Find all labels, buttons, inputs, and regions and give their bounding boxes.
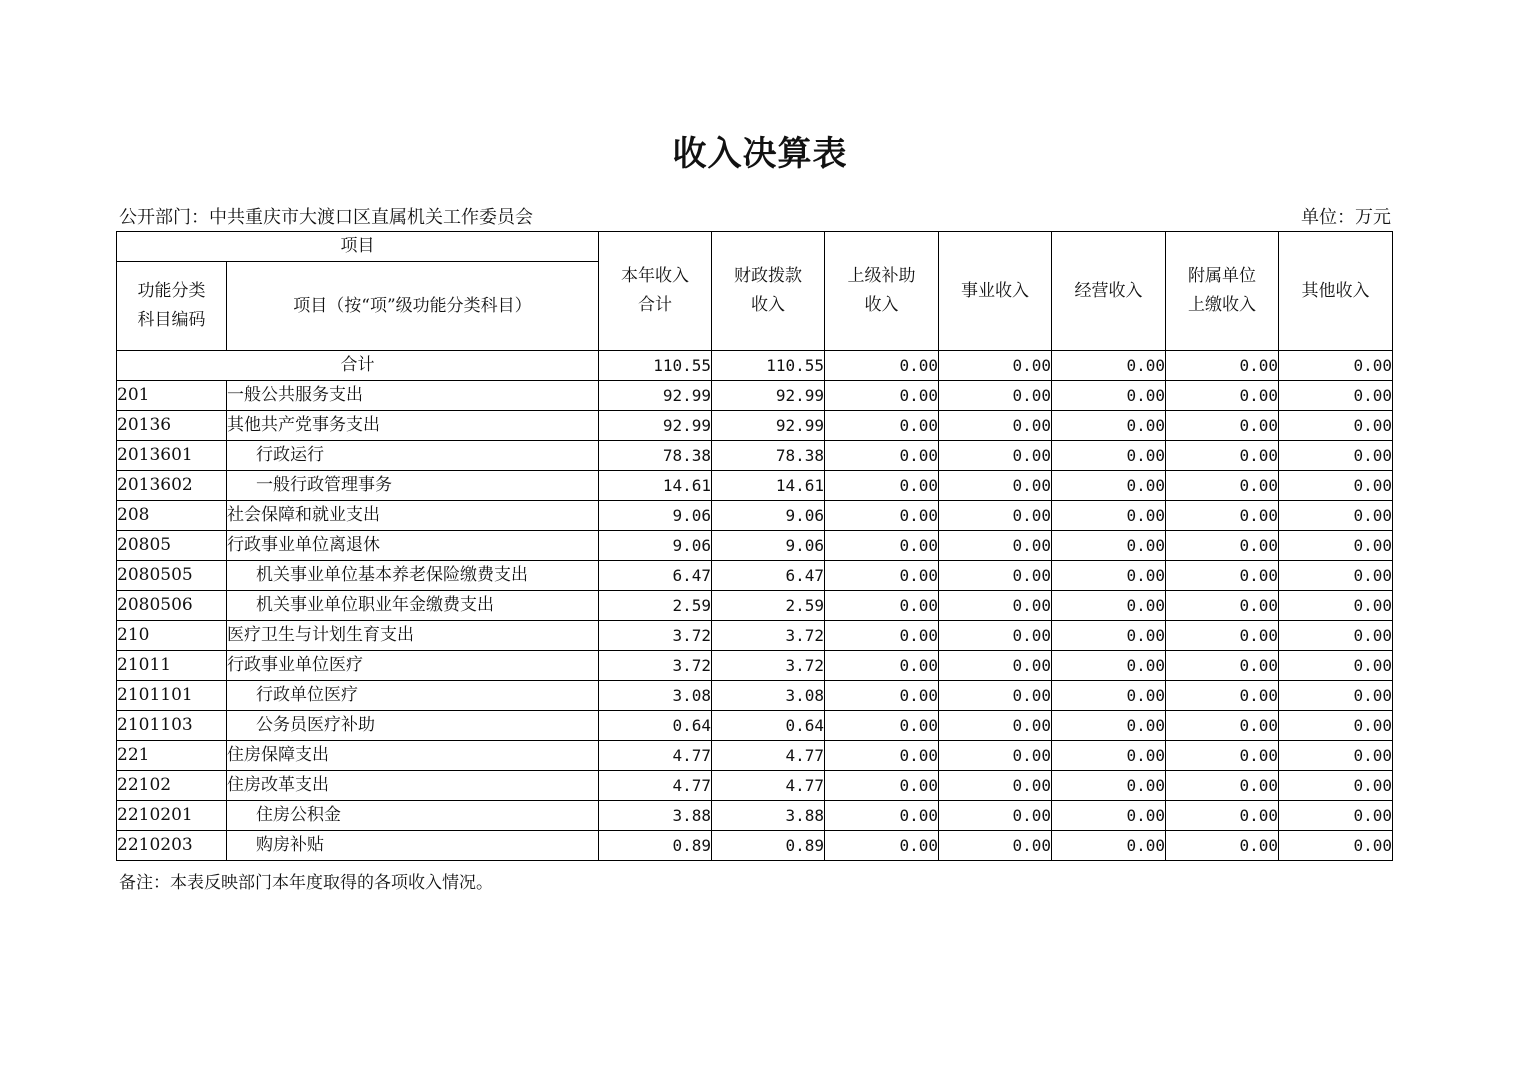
row-value: 3.88 (599, 801, 712, 831)
row-value: 3.72 (712, 621, 825, 651)
row-value: 0.00 (1166, 381, 1279, 411)
total-value: 0.00 (825, 351, 939, 381)
row-value: 0.00 (939, 411, 1052, 441)
row-value: 0.00 (825, 681, 939, 711)
total-row (117, 351, 1393, 381)
row-value: 0.00 (1052, 681, 1166, 711)
row-name: 行政单位医疗 (227, 681, 599, 711)
table-row (117, 651, 1393, 681)
row-name: 其他共产党事务支出 (227, 411, 599, 441)
row-value: 9.06 (712, 531, 825, 561)
row-value: 6.47 (712, 561, 825, 591)
row-value: 3.88 (712, 801, 825, 831)
row-value: 0.00 (825, 831, 939, 861)
total-value: 0.00 (1279, 351, 1393, 381)
row-code: 22102 (117, 771, 227, 801)
row-value: 0.00 (939, 381, 1052, 411)
row-name: 住房改革支出 (227, 771, 599, 801)
row-code: 2013602 (117, 471, 227, 501)
row-value: 0.00 (939, 831, 1052, 861)
total-label: 合计 (117, 351, 599, 381)
table-row (117, 441, 1393, 471)
row-value: 0.00 (1279, 801, 1393, 831)
row-code: 221 (117, 741, 227, 771)
row-value: 0.89 (599, 831, 712, 861)
row-value: 0.00 (1279, 771, 1393, 801)
row-value: 0.00 (1279, 591, 1393, 621)
row-value: 0.00 (1052, 381, 1166, 411)
row-value: 0.00 (1052, 831, 1166, 861)
row-value: 0.00 (1279, 531, 1393, 561)
row-value: 0.89 (712, 831, 825, 861)
row-value: 78.38 (599, 441, 712, 471)
row-value: 3.08 (712, 681, 825, 711)
row-value: 0.00 (1279, 651, 1393, 681)
row-value: 0.00 (1279, 621, 1393, 651)
row-value: 9.06 (712, 501, 825, 531)
row-name: 社会保障和就业支出 (227, 501, 599, 531)
row-value: 2.59 (712, 591, 825, 621)
unit-label: 单位：万元 (1301, 207, 1391, 228)
row-value: 0.00 (939, 471, 1052, 501)
row-value: 0.64 (599, 711, 712, 741)
row-value: 2.59 (599, 591, 712, 621)
row-value: 14.61 (599, 471, 712, 501)
row-value: 92.99 (599, 381, 712, 411)
row-value: 0.00 (939, 711, 1052, 741)
row-name: 购房补贴 (227, 831, 599, 861)
row-value: 0.00 (1279, 411, 1393, 441)
row-value: 0.00 (825, 411, 939, 441)
row-value: 0.00 (1279, 381, 1393, 411)
row-name: 公务员医疗补助 (227, 711, 599, 741)
table-row (117, 561, 1393, 591)
row-code: 20805 (117, 531, 227, 561)
row-value: 0.00 (825, 381, 939, 411)
header-code: 功能分类科目编码 (117, 262, 227, 351)
row-value: 0.00 (1279, 681, 1393, 711)
table-row (117, 621, 1393, 651)
row-code: 2101103 (117, 711, 227, 741)
total-value: 0.00 (939, 351, 1052, 381)
row-name: 行政事业单位医疗 (227, 651, 599, 681)
row-value: 0.00 (1052, 771, 1166, 801)
row-value: 0.00 (1166, 561, 1279, 591)
row-code: 2101101 (117, 681, 227, 711)
header-group: 项目 (117, 232, 599, 262)
total-value: 0.00 (1052, 351, 1166, 381)
row-value: 0.00 (1279, 441, 1393, 471)
table-row (117, 591, 1393, 621)
row-value: 0.00 (825, 741, 939, 771)
row-value: 4.77 (712, 741, 825, 771)
table-row (117, 801, 1393, 831)
department-label: 公开部门：中共重庆市大渡口区直属机关工作委员会 (119, 207, 533, 228)
table-row (117, 741, 1393, 771)
row-value: 0.00 (1279, 501, 1393, 531)
table-row (117, 471, 1393, 501)
row-code: 2080506 (117, 591, 227, 621)
table-row (117, 771, 1393, 801)
row-value: 0.00 (1279, 711, 1393, 741)
row-value: 0.00 (1052, 471, 1166, 501)
row-value: 0.00 (1166, 621, 1279, 651)
row-value: 0.00 (939, 501, 1052, 531)
table-row (117, 501, 1393, 531)
table-row (117, 711, 1393, 741)
row-value: 0.00 (1166, 711, 1279, 741)
row-value: 0.00 (1052, 501, 1166, 531)
row-value: 0.00 (1166, 591, 1279, 621)
row-value: 0.00 (825, 651, 939, 681)
table-row (117, 411, 1393, 441)
row-code: 2080505 (117, 561, 227, 591)
row-value: 0.00 (1052, 531, 1166, 561)
row-value: 3.72 (599, 651, 712, 681)
row-value: 14.61 (712, 471, 825, 501)
row-value: 92.99 (712, 411, 825, 441)
row-value: 0.00 (825, 621, 939, 651)
row-name: 一般行政管理事务 (227, 471, 599, 501)
row-value: 9.06 (599, 531, 712, 561)
row-value: 0.00 (1052, 561, 1166, 591)
row-value: 0.00 (939, 441, 1052, 471)
row-code: 208 (117, 501, 227, 531)
row-value: 0.00 (1166, 681, 1279, 711)
total-value: 0.00 (1166, 351, 1279, 381)
row-value: 0.00 (1052, 411, 1166, 441)
row-value: 0.00 (825, 441, 939, 471)
row-value: 0.00 (825, 531, 939, 561)
table-row (117, 381, 1393, 411)
row-code: 210 (117, 621, 227, 651)
header-col-other: 其他收入 (1279, 232, 1393, 351)
header-col-affiliated: 附属单位上缴收入 (1166, 232, 1279, 351)
row-value: 0.00 (1166, 411, 1279, 441)
row-value: 0.00 (1166, 801, 1279, 831)
row-value: 0.00 (1052, 441, 1166, 471)
header-col-superior: 上级补助收入 (825, 232, 939, 351)
total-value: 110.55 (599, 351, 712, 381)
row-value: 92.99 (599, 411, 712, 441)
row-value: 0.00 (1166, 531, 1279, 561)
row-value: 0.00 (1052, 621, 1166, 651)
row-code: 20136 (117, 411, 227, 441)
row-value: 3.08 (599, 681, 712, 711)
row-value: 92.99 (712, 381, 825, 411)
row-value: 0.00 (939, 591, 1052, 621)
header-name: 项目（按“项”级功能分类科目） (227, 262, 599, 351)
row-code: 21011 (117, 651, 227, 681)
table-row (117, 531, 1393, 561)
row-value: 0.00 (1052, 741, 1166, 771)
row-value: 6.47 (599, 561, 712, 591)
row-value: 0.00 (1279, 741, 1393, 771)
row-name: 行政事业单位离退休 (227, 531, 599, 561)
row-value: 0.00 (1166, 651, 1279, 681)
page-title: 收入决算表 (672, 134, 848, 174)
row-value: 0.64 (712, 711, 825, 741)
row-value: 4.77 (712, 771, 825, 801)
row-value: 4.77 (599, 741, 712, 771)
total-value: 110.55 (712, 351, 825, 381)
row-value: 3.72 (712, 651, 825, 681)
header-col-total: 本年收入合计 (599, 232, 712, 351)
row-value: 0.00 (825, 591, 939, 621)
row-value: 0.00 (939, 651, 1052, 681)
table-row (117, 831, 1393, 861)
row-value: 0.00 (1052, 591, 1166, 621)
row-value: 0.00 (1052, 651, 1166, 681)
row-value: 9.06 (599, 501, 712, 531)
row-value: 0.00 (1052, 801, 1166, 831)
footnote: 备注：本表反映部门本年度取得的各项收入情况。 (119, 873, 493, 893)
row-code: 2013601 (117, 441, 227, 471)
row-value: 0.00 (939, 531, 1052, 561)
row-value: 0.00 (825, 711, 939, 741)
header-col-business: 事业收入 (939, 232, 1052, 351)
income-table (116, 231, 1393, 861)
row-value: 0.00 (1279, 471, 1393, 501)
header-col-fiscal: 财政拨款收入 (712, 232, 825, 351)
row-name: 机关事业单位职业年金缴费支出 (227, 591, 599, 621)
row-value: 0.00 (939, 681, 1052, 711)
row-value: 0.00 (1052, 711, 1166, 741)
row-name: 一般公共服务支出 (227, 381, 599, 411)
row-value: 0.00 (939, 741, 1052, 771)
row-name: 住房保障支出 (227, 741, 599, 771)
row-value: 0.00 (1279, 561, 1393, 591)
header-col-operating: 经营收入 (1052, 232, 1166, 351)
row-value: 0.00 (939, 561, 1052, 591)
row-value: 0.00 (1166, 741, 1279, 771)
row-value: 0.00 (939, 621, 1052, 651)
row-name: 行政运行 (227, 441, 599, 471)
row-value: 0.00 (1166, 501, 1279, 531)
row-name: 住房公积金 (227, 801, 599, 831)
row-value: 0.00 (1166, 441, 1279, 471)
row-value: 0.00 (825, 771, 939, 801)
row-value: 0.00 (825, 471, 939, 501)
row-value: 78.38 (712, 441, 825, 471)
row-code: 2210201 (117, 801, 227, 831)
row-value: 0.00 (1166, 771, 1279, 801)
row-value: 0.00 (825, 801, 939, 831)
row-value: 0.00 (939, 771, 1052, 801)
row-name: 机关事业单位基本养老保险缴费支出 (227, 561, 599, 591)
row-name: 医疗卫生与计划生育支出 (227, 621, 599, 651)
row-code: 2210203 (117, 831, 227, 861)
row-value: 0.00 (825, 501, 939, 531)
row-value: 0.00 (1166, 471, 1279, 501)
row-value: 3.72 (599, 621, 712, 651)
row-value: 0.00 (1166, 831, 1279, 861)
row-value: 0.00 (1279, 831, 1393, 861)
table-row (117, 681, 1393, 711)
row-code: 201 (117, 381, 227, 411)
row-value: 4.77 (599, 771, 712, 801)
row-value: 0.00 (825, 561, 939, 591)
row-value: 0.00 (939, 801, 1052, 831)
